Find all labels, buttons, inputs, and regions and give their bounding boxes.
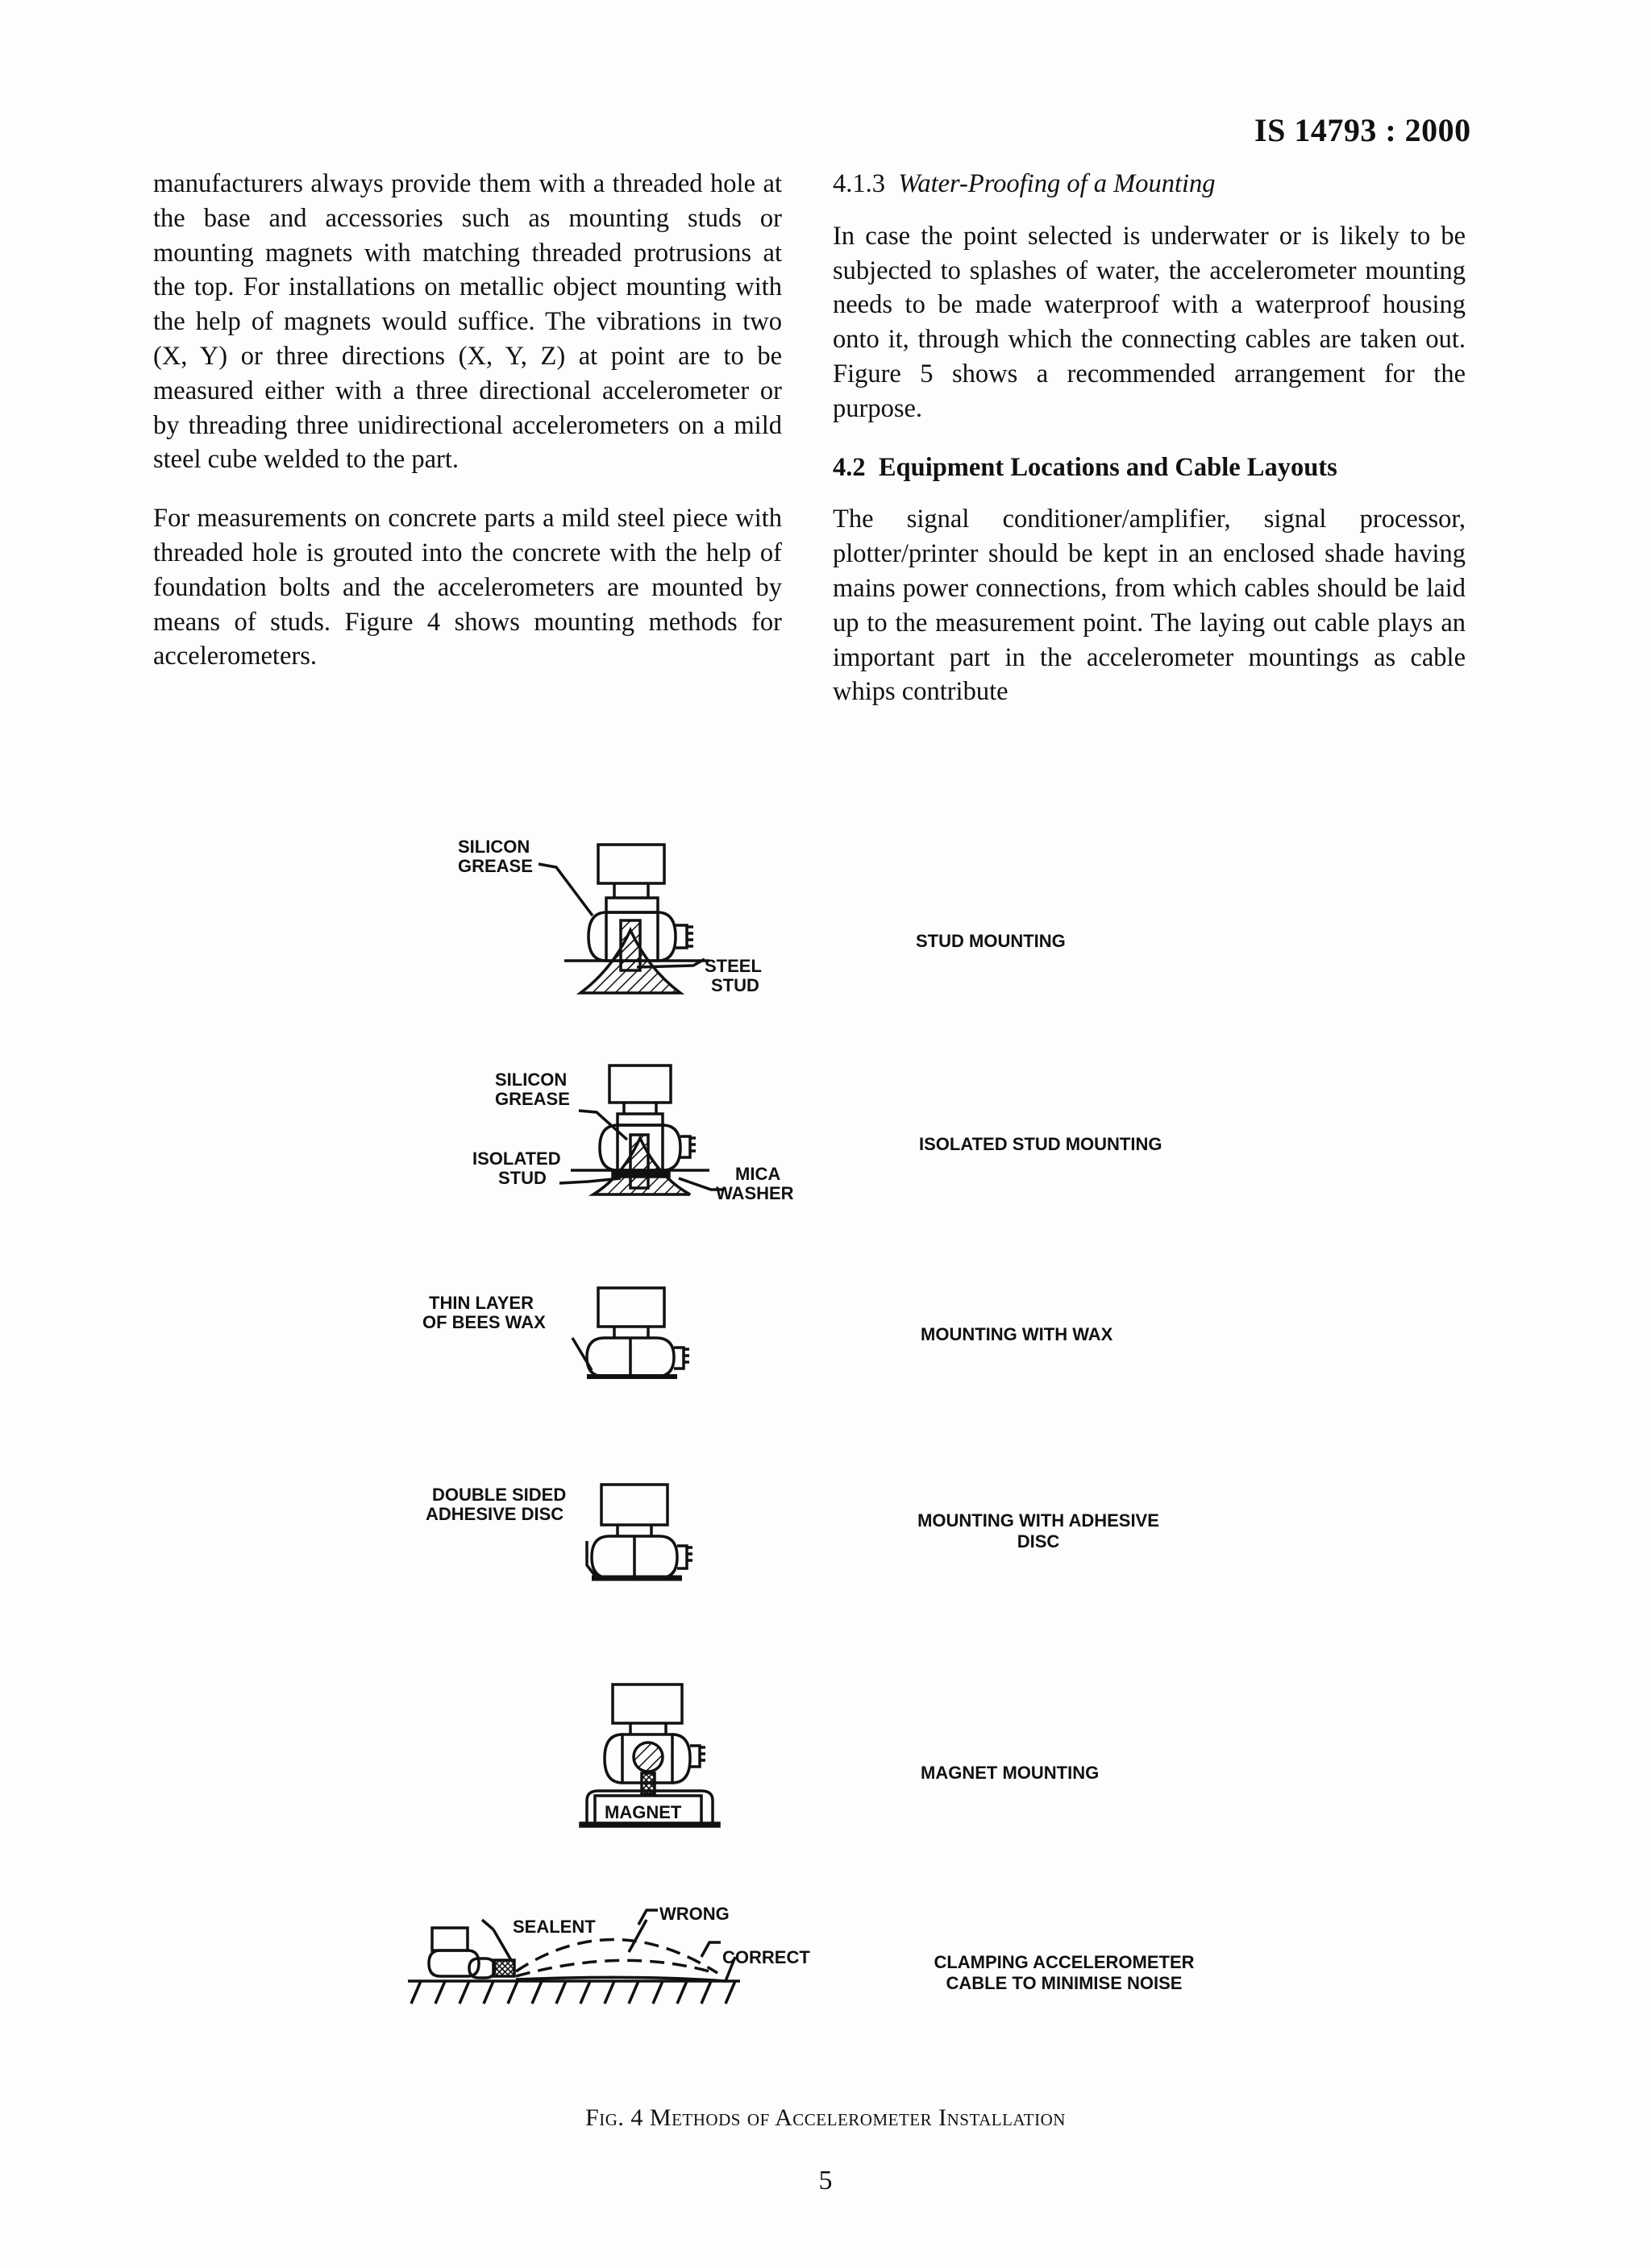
callout-wrong: WRONG: [659, 1904, 730, 1924]
isolated-stud-mounting-drawing: [559, 1065, 724, 1194]
cable-clamping-drawing: [408, 1910, 740, 2004]
adhesive-disc-mounting-drawing: [587, 1485, 692, 1580]
section-title: Equipment Locations and Cable Layouts: [878, 452, 1337, 482]
callout-double-sided: DOUBLE SIDED: [432, 1485, 567, 1505]
stud-mounting-drawing: [539, 845, 709, 993]
callout-silicon: SILICON: [458, 837, 530, 857]
section-number: 4.1.3: [833, 169, 885, 198]
left-paragraph-2: For measurements on concrete parts a mild steel piece with threaded hole is grouted into the concrete with the help of foundation bolts and the accelerometers are mounted by means of studs. Figure 4 shows mounting methods for accelerometers.: [153, 504, 782, 671]
callout-stud: STUD: [711, 975, 759, 995]
section-heading-4-1-3: [833, 167, 1466, 201]
callout-correct: CORRECT: [722, 1947, 810, 1967]
callout-washer: WASHER: [716, 1183, 794, 1203]
method-clamping-cable-line2: CABLE TO MINIMISE NOISE: [946, 1973, 1183, 1993]
section-number: 4.2: [833, 452, 866, 482]
page-number: 5: [818, 2166, 833, 2195]
callout-grease: GREASE: [458, 856, 533, 876]
section-title: Water-Proofing of a Mounting: [898, 169, 1216, 198]
method-adhesive-disc-line2: DISC: [1017, 1531, 1060, 1551]
method-adhesive-disc-line1: MOUNTING WITH ADHESIVE: [917, 1510, 1159, 1531]
callout-thin-layer: THIN LAYER: [429, 1293, 534, 1313]
callout-isolated: ISOLATED: [472, 1149, 561, 1169]
callout-magnet: MAGNET: [605, 1802, 682, 1822]
callout-mica: MICA: [735, 1164, 781, 1184]
method-magnet-mounting: MAGNET MOUNTING: [921, 1763, 1100, 1783]
figure-caption: Fig. 4 Methods of Accelerometer Installation: [585, 2104, 1066, 2131]
callout-steel: STEEL: [705, 956, 762, 976]
callout-grease: GREASE: [495, 1089, 570, 1109]
method-clamping-cable: [911, 1952, 1217, 1994]
paragraph-4-1-3: In case the point selected is underwater or is likely to be subjected to splashes of water, the accelerometer mounting needs to be made waterproof with a waterproof housing onto it, through which the connecting cables are taken out. Figure 5 shows a recommended arrangement for the purpose.: [833, 221, 1466, 423]
standard-number: IS 14793 : 2000: [1254, 112, 1471, 148]
method-isolated-stud-mounting: ISOLATED STUD MOUNTING: [919, 1134, 1162, 1154]
section-heading-4-2: [833, 451, 1466, 485]
callout-bees-wax: OF BEES WAX: [422, 1312, 546, 1332]
callout-silicon: SILICON: [495, 1070, 568, 1090]
magnet-mounting-drawing: [580, 1684, 719, 1826]
callout-stud: STUD: [498, 1168, 547, 1188]
method-adhesive-disc: [901, 1510, 1175, 1552]
left-paragraph-1: manufacturers always provide them with a threaded hole at the base and accessories such as mounting studs or mounting magnets with matching threaded protrusions at the top. For installations on metallic object mounting with the help of magnets would suffice. The vibrations in two (X, Y) or three directions (X, Y, Z) at point are to be measured either with a three directional accelerometer or by threading three unidirectional accelerometers on a mild steel cube welded to the part.: [153, 169, 782, 475]
paragraph-4-2: The signal conditioner/amplifier, signal processor, plotter/printer should be kept in an enclosed shade having mains power connections, from which cables should be laid up to the measurement point. The laying out cable plays an important part in the accelerometer mountings as cable whips contribute: [833, 505, 1466, 707]
left-column: [153, 167, 782, 674]
right-column: [833, 167, 1466, 709]
method-stud-mounting: STUD MOUNTING: [916, 931, 1066, 951]
method-clamping-cable-line1: CLAMPING ACCELEROMETER: [934, 1952, 1195, 1972]
callout-sealent: SEALENT: [513, 1917, 596, 1937]
wax-mounting-drawing: [572, 1288, 689, 1377]
method-mounting-with-wax: MOUNTING WITH WAX: [921, 1324, 1113, 1344]
callout-adhesive-disc: ADHESIVE DISC: [426, 1504, 564, 1524]
